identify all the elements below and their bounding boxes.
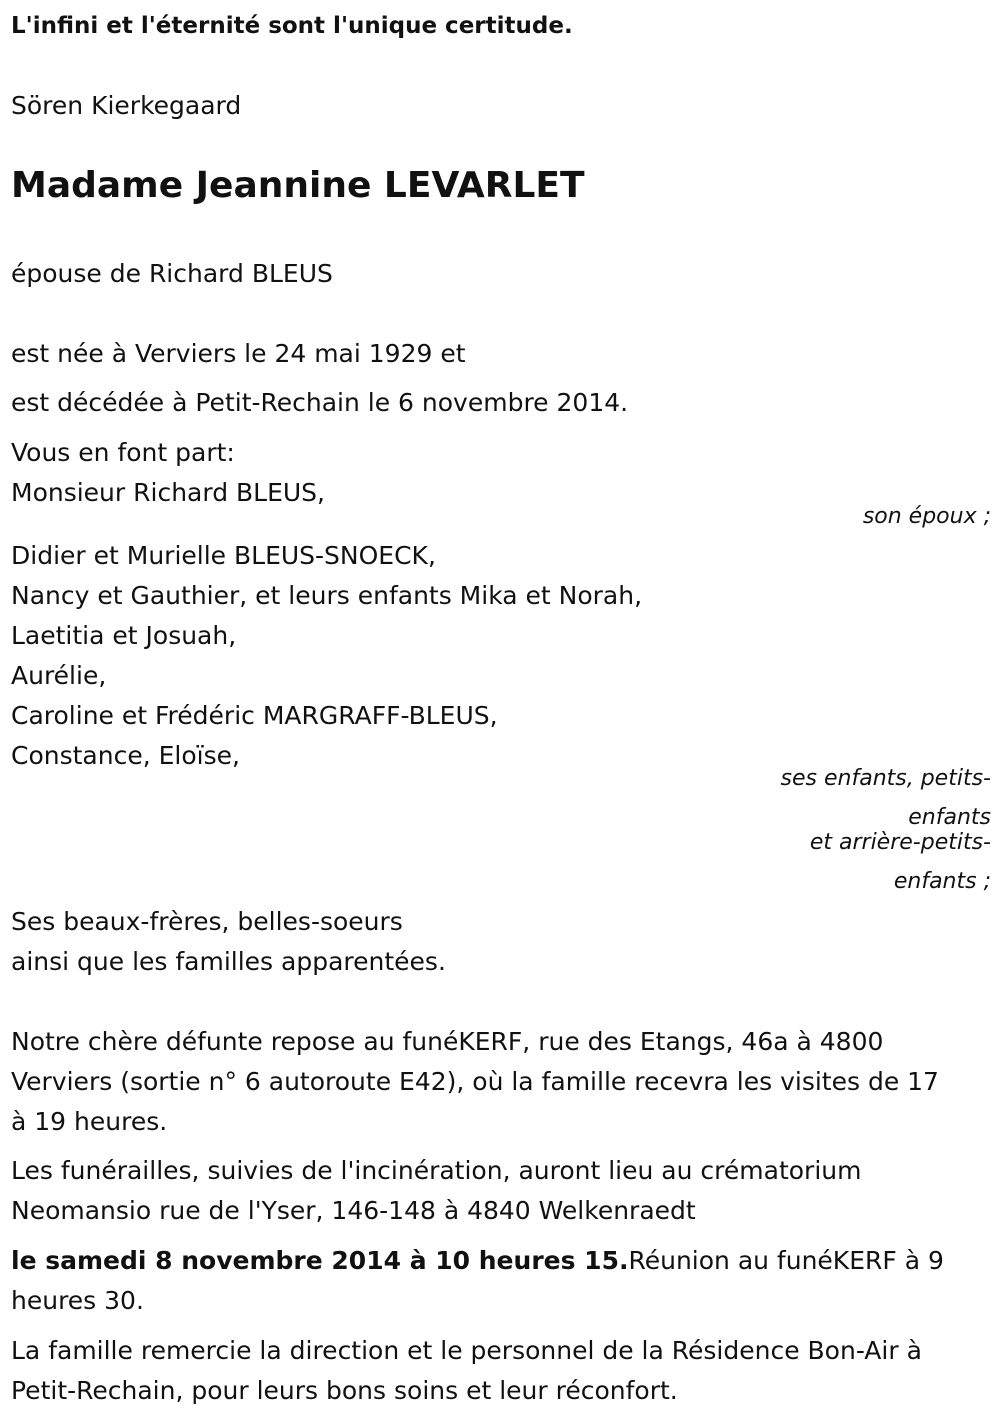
birth-line: est née à Verviers le 24 mai 1929 et	[11, 339, 466, 368]
spouse-role: son époux ;	[862, 504, 991, 529]
spouse-name: Monsieur Richard BLEUS,	[11, 478, 326, 507]
family-role-line: enfants ;	[893, 869, 991, 894]
family-line: Aurélie,	[11, 661, 107, 690]
family-line: Caroline et Frédéric MARGRAFF-BLEUS,	[11, 701, 498, 730]
funeral-line: Les funérailles, suivies de l'incinération, auront lieu au crématorium	[11, 1156, 862, 1185]
quote-author: Sören Kierkegaard	[11, 91, 242, 120]
thanks-line: La famille remercie la direction et le personnel de la Résidence Bon-Air à	[11, 1336, 922, 1365]
funeral-date-line	[11, 1241, 944, 1281]
funeral-date: le samedi 8 novembre 2014 à 10 heures 15.	[11, 1246, 629, 1275]
death-line: est décédée à Petit-Rechain le 6 novembre 2014.	[11, 388, 629, 417]
spouse-line: épouse de Richard BLEUS	[11, 259, 333, 288]
family-role-line: enfants	[908, 805, 991, 830]
family-line: Laetitia et Josuah,	[11, 621, 237, 650]
quote: L'infini et l'éternité sont l'unique certitude.	[11, 13, 573, 39]
family-line: Nancy et Gauthier, et leurs enfants Mika et Norah,	[11, 581, 643, 610]
family-line: Didier et Murielle BLEUS-SNOECK,	[11, 541, 436, 570]
relatives-line: ainsi que les familles apparentées.	[11, 947, 446, 976]
rest-line: à 19 heures.	[11, 1107, 168, 1136]
rest-line: Verviers (sortie n° 6 autoroute E42), où la famille recevra les visites de 17	[11, 1067, 939, 1096]
deceased-name: Madame Jeannine LEVARLET	[11, 165, 585, 206]
announce-intro: Vous en font part:	[11, 438, 235, 467]
family-role-line: ses enfants, petits-	[780, 766, 991, 791]
meeting-text-2: heures 30.	[11, 1286, 144, 1315]
family-role-line: et arrière-petits-	[809, 830, 991, 855]
funeral-line: Neomansio rue de l'Yser, 146-148 à 4840 Welkenraedt	[11, 1196, 696, 1225]
family-line: Constance, Eloïse,	[11, 741, 240, 770]
thanks-line: Petit-Rechain, pour leurs bons soins et leur réconfort.	[11, 1376, 678, 1405]
rest-line: Notre chère défunte repose au funéKERF, rue des Etangs, 46a à 4800	[11, 1027, 884, 1056]
meeting-text: Réunion au funéKERF à 9	[628, 1246, 944, 1275]
relatives-line: Ses beaux-frères, belles-soeurs	[11, 907, 403, 936]
